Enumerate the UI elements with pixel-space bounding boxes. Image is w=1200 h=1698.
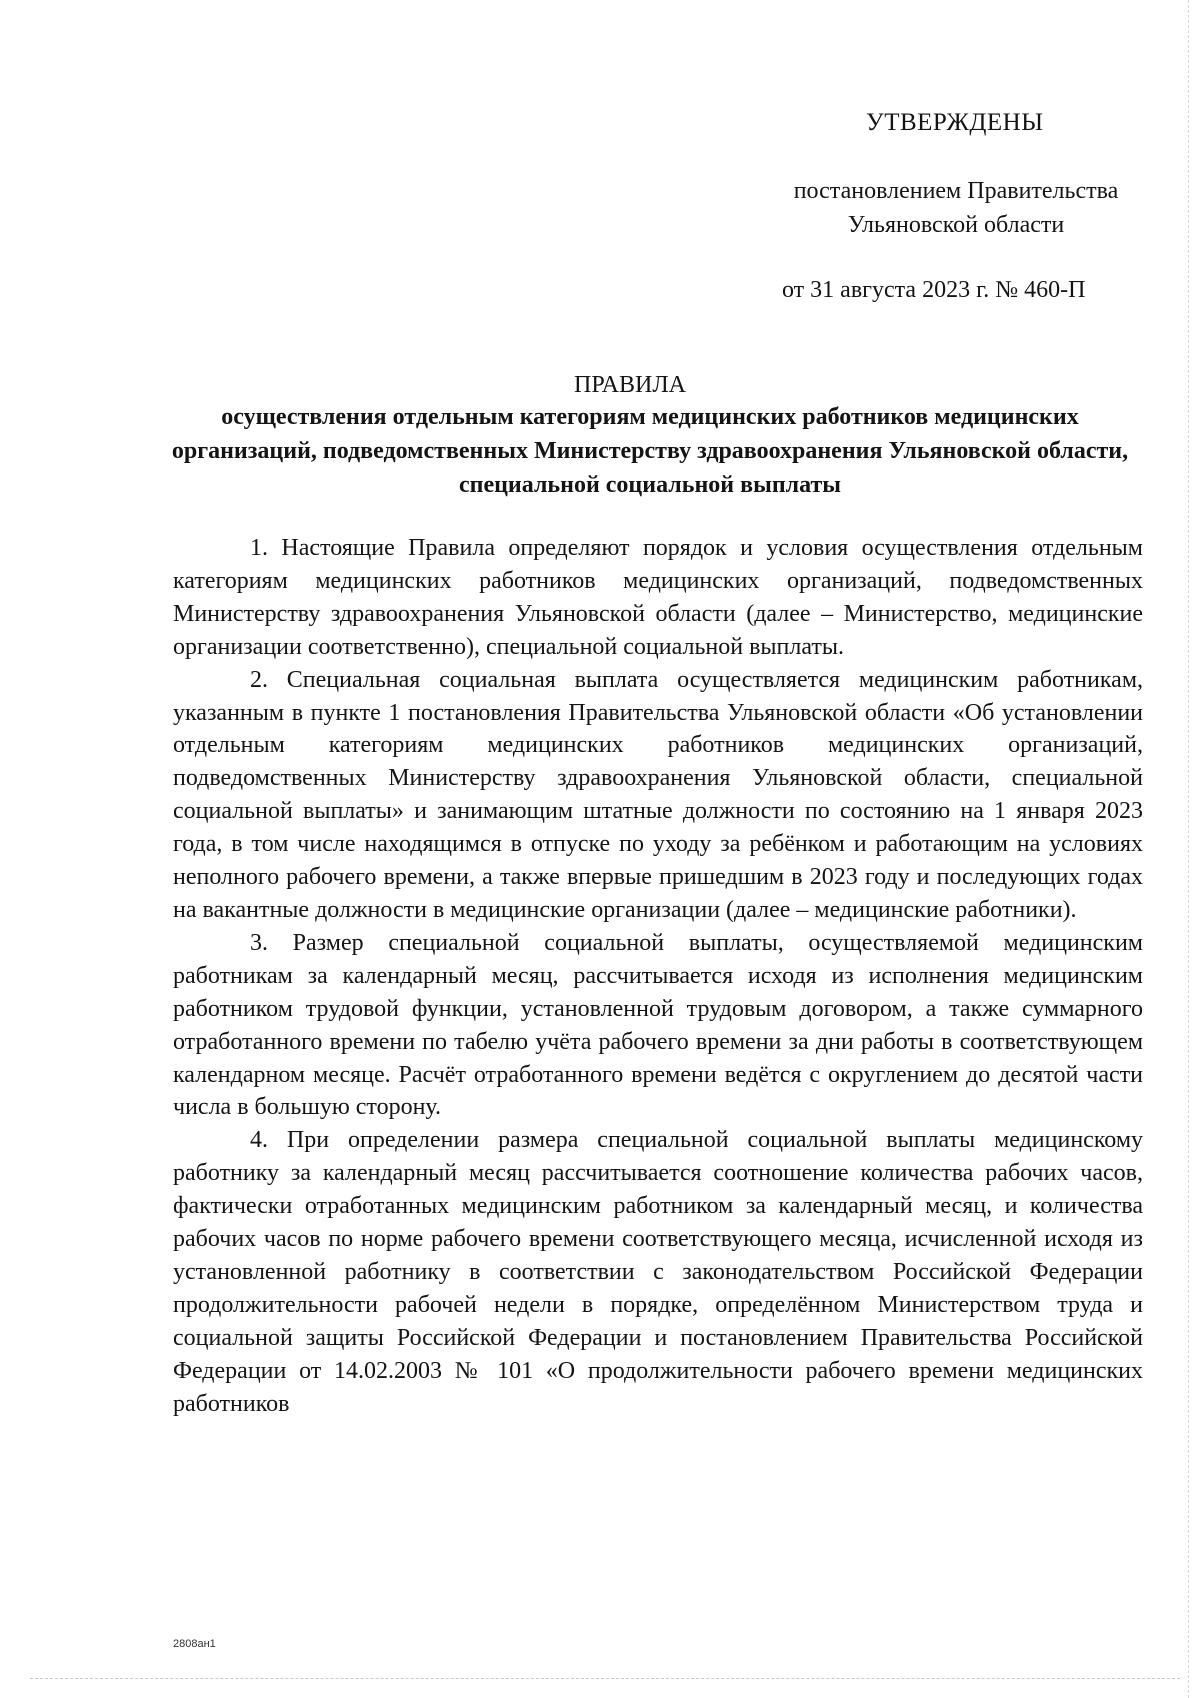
document-title: ПРАВИЛА: [574, 372, 686, 398]
paragraph-3: 3. Размер специальной социальной выплаты, осуществляемой медицинским работникам за календарный месяц, рассчитывается исходя из исполнения медицинским работником трудовой функции, установленной трудовым договором, а также суммарного отработанного времени по табелю учёта рабочего времени за дни работы в соответствующем календарном месяце. Расчёт отработанного времени ведётся с округлением до десятой части числа в большую сторону.: [173, 929, 1143, 1121]
document-subtitle: осуществления отдельным категориям медицинских работников медицинских организаций, подведомственных Министерству здравоохранения Ульяновской области, специальной социальной выплаты: [171, 404, 1129, 498]
approval-heading: УТВЕРЖДЕНЫ: [866, 109, 1044, 136]
document-body: [173, 532, 1143, 1420]
paragraph-2: 2. Специальная социальная выплата осуществляется медицинским работникам, указанным в пункте 1 постановления Правительства Ульяновской области «Об установлении отдельным категориям медицинских работников медицинских организаций, подведомственных Министерству здравоохранения Ульяновской области, специальной социальной выплаты» и занимающим штатные должности по состоянию на 1 января 2023 года, в том числе находящимся в отпуске по уходу за ребёнком и работающим на условиях неполного рабочего времени, а также впервые пришедшим в 2023 году и последующих годах на вакантные должности в медицинские организации (далее – медицинские работники).: [173, 666, 1143, 923]
approval-authority: постановлением Правительства Ульяновской области: [793, 178, 1119, 238]
paragraph-1: 1. Настоящие Правила определяют порядок и условия осуществления отдельным категориям медицинских работников медицинских организаций, подведомственных Министерству здравоохранения Ульяновской области (далее – Министерство, медицинские организации соответственно), специальной социальной выплаты.: [173, 535, 1143, 660]
paragraph-4: 4. При определении размера специальной социальной выплаты медицинскому работнику за календарный месяц рассчитывается соотношение количества рабочих часов, фактически отработанных медицинским работником за календарный месяц, и количества рабочих часов по норме рабочего времени соответствующего месяца, исчисленной исходя из установленной работнику в соответствии с законодательством Российской Федерации продолжительности рабочей недели в порядке, определённом Министерством труда и социальной защиты Российской Федерации и постановлением Правительства Российской Федерации от 14.02.2003 № 101 «О продолжительности рабочего времени медицинских работников: [173, 1127, 1143, 1417]
scan-edge-right: [1188, 0, 1189, 1698]
scan-edge-bottom: [30, 1678, 1180, 1679]
footer-code: 2808ан1: [173, 1638, 216, 1650]
approval-date: от 31 августа 2023 г. № 460-П: [782, 277, 1086, 303]
